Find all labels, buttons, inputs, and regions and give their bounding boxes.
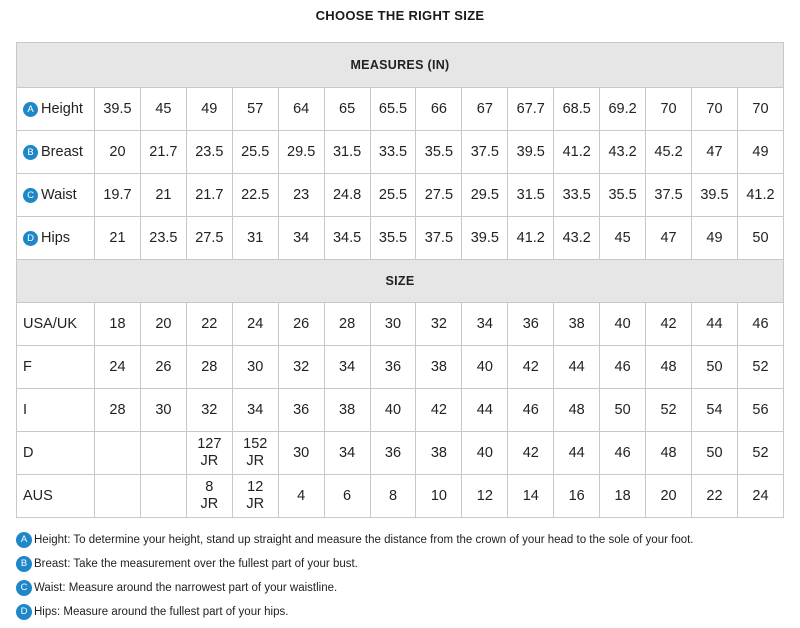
size-value xyxy=(140,432,186,475)
size-row-aus xyxy=(17,475,784,518)
size-value: 40 xyxy=(600,303,646,346)
measure-value: 43.2 xyxy=(600,131,646,174)
measure-value: 27.5 xyxy=(186,217,232,260)
measure-value: 47 xyxy=(646,217,692,260)
size-value: 32 xyxy=(416,303,462,346)
size-label: F xyxy=(17,346,95,389)
size-value: 26 xyxy=(140,346,186,389)
page-title: CHOOSE THE RIGHT SIZE xyxy=(315,8,485,23)
measure-value: 27.5 xyxy=(416,174,462,217)
measure-value: 37.5 xyxy=(462,131,508,174)
size-value: 24 xyxy=(737,475,783,518)
measure-value: 22.5 xyxy=(232,174,278,217)
size-value: 36 xyxy=(370,346,416,389)
measure-row-height xyxy=(17,88,784,131)
size-value-line: 127 xyxy=(197,436,222,452)
measure-value: 21 xyxy=(95,217,141,260)
size-value: 48 xyxy=(554,389,600,432)
measure-value: 31 xyxy=(232,217,278,260)
badge-c-icon: C xyxy=(23,188,38,203)
size-value: 18 xyxy=(600,475,646,518)
note-text: Height: To determine your height, stand up straight and measure the distance from the crown of your head to the sole of your foot. xyxy=(34,534,694,546)
size-value: 22 xyxy=(186,303,232,346)
size-label: USA/UK xyxy=(17,303,95,346)
measure-value: 39.5 xyxy=(508,131,554,174)
badge-a-icon: A xyxy=(23,102,38,117)
measure-value: 70 xyxy=(737,88,783,131)
size-value: 40 xyxy=(462,432,508,475)
measure-value: 43.2 xyxy=(554,217,600,260)
size-label: D xyxy=(17,432,95,475)
measure-label-text: Hips xyxy=(41,230,71,246)
size-value-line: JR xyxy=(246,453,265,469)
size-value: 14 xyxy=(508,475,554,518)
size-value: 30 xyxy=(370,303,416,346)
measure-value: 31.5 xyxy=(508,174,554,217)
size-value: 30 xyxy=(140,389,186,432)
size-value-line: JR xyxy=(200,496,219,512)
size-value xyxy=(140,475,186,518)
measure-value: 34.5 xyxy=(324,217,370,260)
size-value: 28 xyxy=(324,303,370,346)
size-value: 46 xyxy=(737,303,783,346)
measure-value: 45 xyxy=(140,88,186,131)
measures-header: MEASURES (IN) xyxy=(17,43,784,88)
note-text: Waist: Measure around the narrowest part of your waistline. xyxy=(34,582,338,594)
size-value: 40 xyxy=(370,389,416,432)
size-row-f xyxy=(17,346,784,389)
size-value: 26 xyxy=(278,303,324,346)
badge-c-icon: C xyxy=(16,580,32,596)
size-table xyxy=(16,42,784,518)
measure-label-text: Breast xyxy=(41,144,83,160)
note-b xyxy=(16,552,784,576)
measure-row-hips xyxy=(17,217,784,260)
size-value: 4 xyxy=(278,475,324,518)
measure-value: 69.2 xyxy=(600,88,646,131)
size-value: 24 xyxy=(95,346,141,389)
size-value xyxy=(95,432,141,475)
size-value: 36 xyxy=(508,303,554,346)
measure-value: 35.5 xyxy=(416,131,462,174)
measurement-notes xyxy=(16,528,784,624)
size-value: 52 xyxy=(737,346,783,389)
measure-value: 21 xyxy=(140,174,186,217)
size-value-line: JR xyxy=(200,453,219,469)
size-value-line: 12 xyxy=(247,479,264,495)
size-label: I xyxy=(17,389,95,432)
measure-value: 39.5 xyxy=(462,217,508,260)
measure-value: 25.5 xyxy=(370,174,416,217)
measure-value: 70 xyxy=(646,88,692,131)
size-value: 42 xyxy=(416,389,462,432)
size-value xyxy=(186,432,232,475)
size-value: 42 xyxy=(508,432,554,475)
measure-value: 21.7 xyxy=(186,174,232,217)
measure-value: 37.5 xyxy=(646,174,692,217)
size-value: 38 xyxy=(554,303,600,346)
size-value: 34 xyxy=(324,346,370,389)
measure-value: 37.5 xyxy=(416,217,462,260)
measures-header-row xyxy=(17,43,784,88)
size-value: 50 xyxy=(691,432,737,475)
size-value: 50 xyxy=(600,389,646,432)
size-value: 42 xyxy=(646,303,692,346)
note-d xyxy=(16,600,784,624)
measure-value: 35.5 xyxy=(370,217,416,260)
size-value-line: 8 xyxy=(205,479,214,495)
size-value xyxy=(232,432,278,475)
measure-value: 21.7 xyxy=(140,131,186,174)
size-row-usa-uk xyxy=(17,303,784,346)
badge-b-icon: B xyxy=(23,145,38,160)
size-value: 28 xyxy=(95,389,141,432)
measure-value: 23.5 xyxy=(186,131,232,174)
size-value: 48 xyxy=(646,346,692,389)
measure-row-breast xyxy=(17,131,784,174)
measure-value: 68.5 xyxy=(554,88,600,131)
badge-d-icon: D xyxy=(16,604,32,620)
size-value xyxy=(186,475,232,518)
measure-value: 49 xyxy=(186,88,232,131)
size-value: 24 xyxy=(232,303,278,346)
note-text: Breast: Take the measurement over the fullest part of your bust. xyxy=(34,558,358,570)
size-value: 46 xyxy=(600,346,646,389)
measure-value: 67 xyxy=(462,88,508,131)
measure-value: 39.5 xyxy=(691,174,737,217)
size-value: 36 xyxy=(370,432,416,475)
measure-value: 34 xyxy=(278,217,324,260)
size-value: 34 xyxy=(462,303,508,346)
size-value: 34 xyxy=(324,432,370,475)
measure-value: 65 xyxy=(324,88,370,131)
badge-b-icon: B xyxy=(16,556,32,572)
size-value: 38 xyxy=(324,389,370,432)
size-value: 46 xyxy=(600,432,646,475)
measure-value: 49 xyxy=(691,217,737,260)
size-value: 40 xyxy=(462,346,508,389)
size-label: AUS xyxy=(17,475,95,518)
measure-value: 70 xyxy=(691,88,737,131)
measure-value: 66 xyxy=(416,88,462,131)
measure-value: 50 xyxy=(737,217,783,260)
measure-value: 41.2 xyxy=(554,131,600,174)
size-value: 46 xyxy=(508,389,554,432)
size-value: 8 xyxy=(370,475,416,518)
size-table-body xyxy=(17,43,784,518)
measure-value: 29.5 xyxy=(462,174,508,217)
size-value: 34 xyxy=(232,389,278,432)
size-value: 44 xyxy=(462,389,508,432)
size-value: 6 xyxy=(324,475,370,518)
size-value: 20 xyxy=(140,303,186,346)
size-value: 38 xyxy=(416,432,462,475)
measure-value: 29.5 xyxy=(278,131,324,174)
size-value: 44 xyxy=(554,346,600,389)
measure-value: 41.2 xyxy=(508,217,554,260)
note-c xyxy=(16,576,784,600)
size-value: 32 xyxy=(186,389,232,432)
size-value: 18 xyxy=(95,303,141,346)
measure-value: 41.2 xyxy=(737,174,783,217)
measure-value: 65.5 xyxy=(370,88,416,131)
measure-value: 20 xyxy=(95,131,141,174)
measure-label xyxy=(17,131,95,174)
measure-label-text: Height xyxy=(41,101,83,117)
size-value: 12 xyxy=(462,475,508,518)
measure-value: 33.5 xyxy=(554,174,600,217)
size-value-line: 152 xyxy=(243,436,268,452)
size-value: 36 xyxy=(278,389,324,432)
measure-label-text: Waist xyxy=(41,187,77,203)
measure-value: 33.5 xyxy=(370,131,416,174)
badge-d-icon: D xyxy=(23,231,38,246)
note-text: Hips: Measure around the fullest part of your hips. xyxy=(34,606,289,618)
size-header: SIZE xyxy=(17,260,784,303)
size-value: 56 xyxy=(737,389,783,432)
measure-value: 19.7 xyxy=(95,174,141,217)
size-value: 16 xyxy=(554,475,600,518)
size-value xyxy=(95,475,141,518)
size-value: 50 xyxy=(691,346,737,389)
badge-a-icon: A xyxy=(16,532,32,548)
size-value: 20 xyxy=(646,475,692,518)
size-value: 30 xyxy=(232,346,278,389)
size-value: 52 xyxy=(646,389,692,432)
measure-value: 64 xyxy=(278,88,324,131)
measure-value: 67.7 xyxy=(508,88,554,131)
size-value: 52 xyxy=(737,432,783,475)
size-value xyxy=(232,475,278,518)
measure-value: 45.2 xyxy=(646,131,692,174)
size-value: 54 xyxy=(691,389,737,432)
measure-value: 23.5 xyxy=(140,217,186,260)
measure-label xyxy=(17,174,95,217)
size-value: 44 xyxy=(554,432,600,475)
measure-value: 45 xyxy=(600,217,646,260)
measure-value: 25.5 xyxy=(232,131,278,174)
size-header-row xyxy=(17,260,784,303)
measure-value: 35.5 xyxy=(600,174,646,217)
measure-label xyxy=(17,217,95,260)
measure-value: 24.8 xyxy=(324,174,370,217)
size-value: 38 xyxy=(416,346,462,389)
measure-value: 49 xyxy=(737,131,783,174)
size-value: 30 xyxy=(278,432,324,475)
measure-value: 39.5 xyxy=(95,88,141,131)
note-a xyxy=(16,528,784,552)
measure-label xyxy=(17,88,95,131)
size-value: 42 xyxy=(508,346,554,389)
size-value-line: JR xyxy=(246,496,265,512)
size-row-i xyxy=(17,389,784,432)
size-value: 44 xyxy=(691,303,737,346)
size-value: 48 xyxy=(646,432,692,475)
size-row-d xyxy=(17,432,784,475)
measure-value: 23 xyxy=(278,174,324,217)
size-value: 22 xyxy=(691,475,737,518)
size-value: 10 xyxy=(416,475,462,518)
measure-value: 47 xyxy=(691,131,737,174)
measure-value: 57 xyxy=(232,88,278,131)
size-value: 28 xyxy=(186,346,232,389)
size-value: 32 xyxy=(278,346,324,389)
measure-row-waist xyxy=(17,174,784,217)
measure-value: 31.5 xyxy=(324,131,370,174)
